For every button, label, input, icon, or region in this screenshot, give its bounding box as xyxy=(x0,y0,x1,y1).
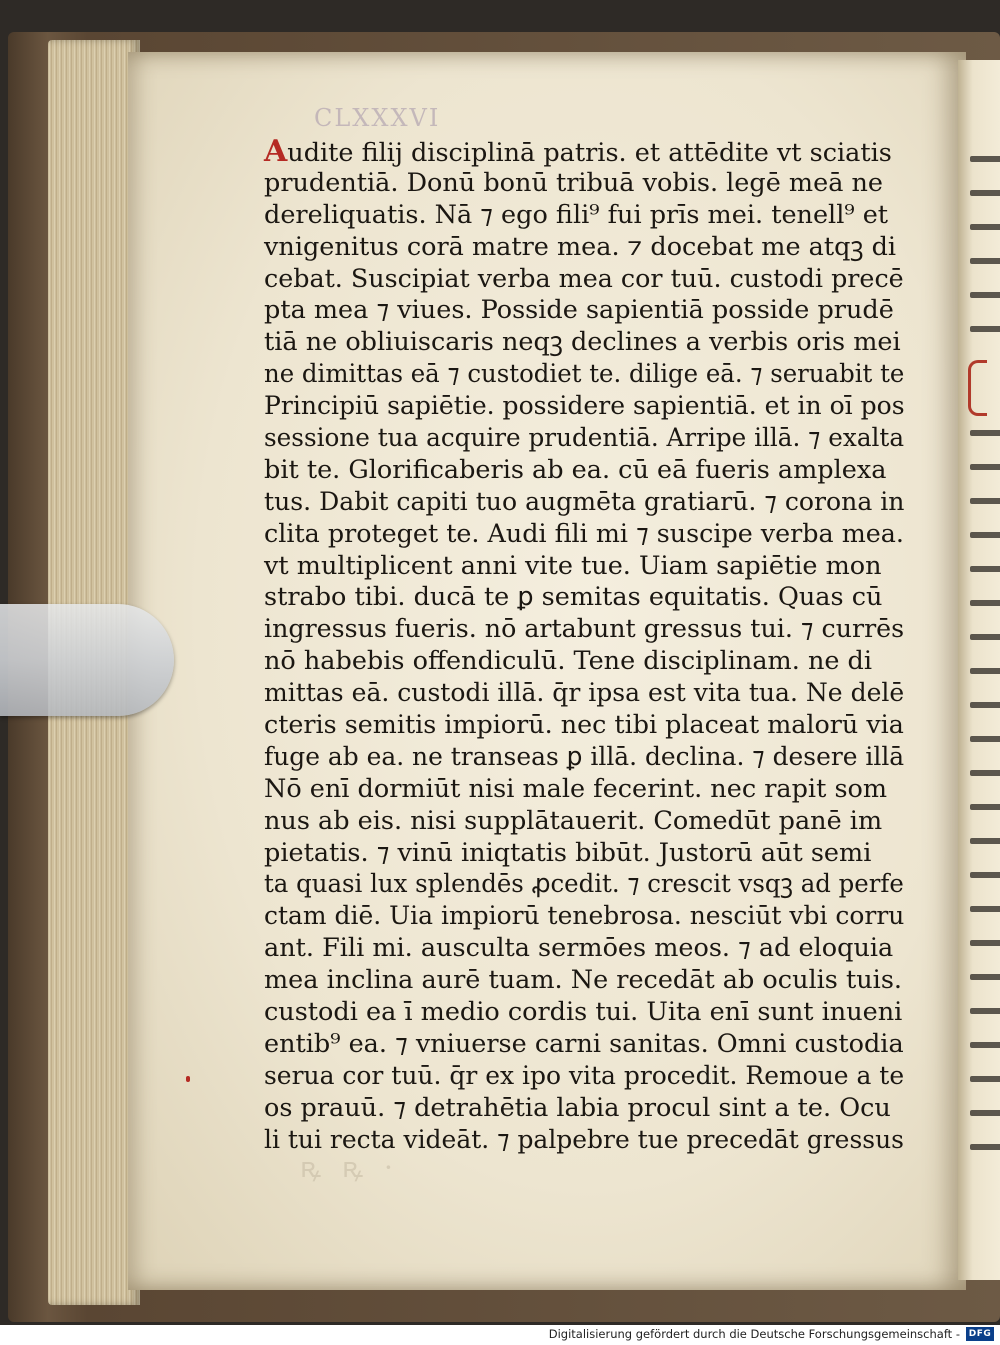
text-line: serua cor tuū. q̄r ex ipo vita procedit. Remoue a te xyxy=(264,1060,905,1091)
facing-text-line xyxy=(970,1110,1000,1116)
text-line: ingressus fueris. nō artabunt gressus tui. ⁊ currēs xyxy=(264,614,905,645)
facing-text-line xyxy=(970,770,1000,776)
facing-text-line xyxy=(970,258,1000,264)
facing-text-line xyxy=(970,974,1000,980)
facing-text-line xyxy=(970,532,1000,538)
red-ink-mark xyxy=(186,1076,190,1082)
show-through-mark: ꝶ ꝶ · xyxy=(300,1151,399,1184)
footer-credit-bar xyxy=(0,1325,1000,1345)
text-line: ant. Fili mi. ausculta sermōes meos. ⁊ ad eloquia xyxy=(264,933,894,964)
text-block xyxy=(264,136,904,1157)
text-line: bit te. Glorificaberis ab ea. cū eā fueris amplexa xyxy=(264,454,887,485)
facing-text-line xyxy=(970,464,1000,470)
facing-text-line xyxy=(970,326,1000,332)
facing-text-line xyxy=(970,292,1000,298)
text-line: ctam diē. Uia impiorū tenebrosa. nesciūt vbi corru xyxy=(264,901,905,932)
text-line: sessione tua acquire prudentiā. Arripe illā. ⁊ exalta xyxy=(264,423,905,454)
text-line: cteris semitis impiorū. nec tibi placeat malorū via xyxy=(264,710,904,741)
facing-red-initial xyxy=(968,360,987,416)
facing-text-line xyxy=(970,702,1000,708)
text-line: Nō enī dormiūt nisi male fecerint. nec rapit som xyxy=(264,773,888,804)
text-line: ne dimittas eā ⁊ custodiet te. dilige eā. ⁊ seruabit te xyxy=(264,359,905,390)
facing-text-line xyxy=(970,940,1000,946)
text-line: clita proteget te. Audi fili mi ⁊ suscipe verba mea. xyxy=(264,518,904,549)
text-line: li tui recta videāt. ⁊ palpebre tue precedāt gressus xyxy=(264,1124,904,1155)
text-line: entib⁹ ea. ⁊ vniuerse carni sanitas. Omni custodia xyxy=(264,1028,904,1059)
facing-text-line xyxy=(970,498,1000,504)
text-line: prudentiā. Donū bonū tribuā vobis. legē meā ne xyxy=(264,167,884,198)
text-line: custodi ea ī medio cordis tui. Uita enī sunt inueni xyxy=(264,997,903,1028)
rubric-initial: A xyxy=(264,134,288,169)
facing-text-line xyxy=(970,668,1000,674)
text-line: ta quasi lux splendēs ꝓcedit. ⁊ crescit vsqꝫ ad perfe xyxy=(264,869,904,900)
text-line: cebat. Suscipiat verba mea cor tuū. custodi precē xyxy=(264,263,904,294)
facing-text-line xyxy=(970,1144,1000,1150)
first-line-text: udite filij disciplinā patris. et attēdite vt sciatis xyxy=(287,138,892,168)
facing-text-line xyxy=(970,1076,1000,1082)
text-line: vt multiplicent anni vite tue. Uiam sapiētie mon xyxy=(264,550,882,581)
facing-text-line xyxy=(970,804,1000,810)
facing-text-line xyxy=(970,634,1000,640)
text-line: mittas eā. custodi illā. q̄r ipsa est vita tua. Ne delē xyxy=(264,678,905,709)
facing-text-line xyxy=(970,906,1000,912)
facing-text-line xyxy=(970,736,1000,742)
text-line xyxy=(264,136,904,168)
facing-text-line xyxy=(970,1042,1000,1048)
facing-text-line xyxy=(970,156,1000,162)
text-line: mea inclina aurē tuam. Ne recedāt ab oculis tuis. xyxy=(264,965,903,996)
facing-text-line xyxy=(970,872,1000,878)
page-clip xyxy=(0,604,174,716)
dfg-logo: DFG xyxy=(966,1327,994,1341)
facing-text-line xyxy=(970,838,1000,844)
text-line: strabo tibi. ducā te ꝑ semitas equitatis. Quas cū xyxy=(264,582,883,613)
facing-text-line xyxy=(970,600,1000,606)
text-line: tiā ne obliuiscaris neqꝫ declines a verbis oris mei xyxy=(264,327,901,358)
facing-text-line xyxy=(970,190,1000,196)
text-line: nus ab eis. nisi supplātauerit. Comedūt panē im xyxy=(264,805,883,836)
text-line: pietatis. ⁊ vinū iniqtatis bibūt. Justorū aūt semi xyxy=(264,837,872,868)
text-line: os prauū. ⁊ detrahētia labia procul sint a te. Ocu xyxy=(264,1092,891,1123)
text-line: vnigenitus corā matre mea. ⁊ docebat me atqꝫ di xyxy=(264,231,897,262)
facing-text-line xyxy=(970,430,1000,436)
facing-text-line xyxy=(970,1008,1000,1014)
folio-number: CLXXXVI xyxy=(314,104,441,132)
facing-text-line xyxy=(970,224,1000,230)
credit-text: Digitalisierung gefördert durch die Deutsche Forschungsgemeinschaft - xyxy=(548,1327,960,1341)
text-line: tus. Dabit capiti tuo augmēta gratiarū. ⁊ corona in xyxy=(264,486,905,517)
text-line: fuge ab ea. ne transeas ꝑ illā. declina. ⁊ desere illā xyxy=(264,741,905,772)
text-line: dereliquatis. Nā ⁊ ego fili⁹ fui prīs mei. tenell⁹ et xyxy=(264,199,889,230)
facing-page xyxy=(958,60,1000,1280)
text-line: pta mea ⁊ viues. Posside sapientiā posside prudē xyxy=(264,295,894,326)
text-line: Principiū sapiētie. possidere sapientiā. et in oī pos xyxy=(264,391,905,422)
text-line: nō habebis offendiculū. Tene disciplinam. ne di xyxy=(264,646,873,677)
facing-text-line xyxy=(970,566,1000,572)
